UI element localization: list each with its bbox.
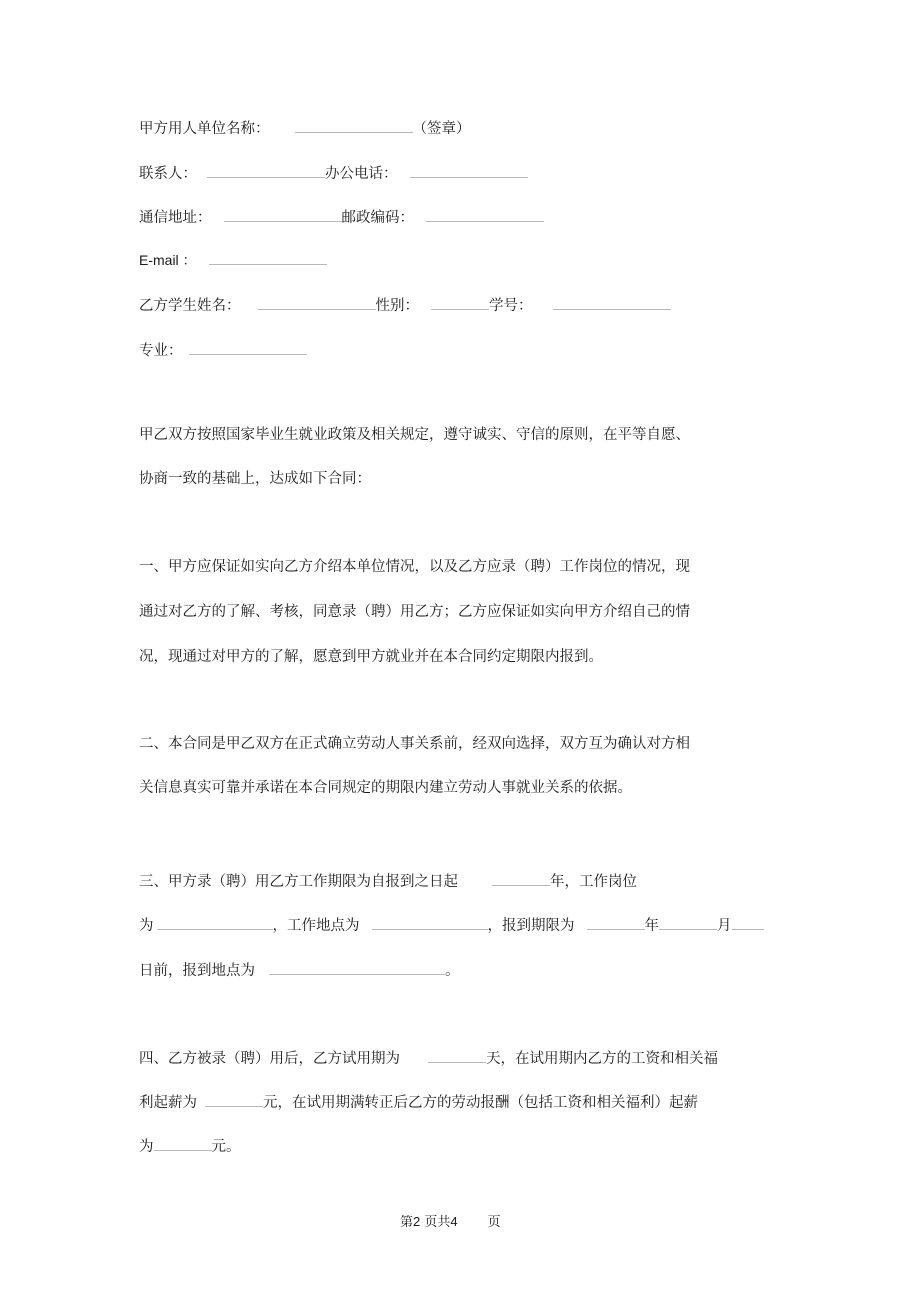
email-field[interactable] <box>209 247 327 265</box>
footer-mid: 页共 <box>424 1215 451 1230</box>
clause3-line-3 <box>139 957 460 981</box>
clause2-line-2: 关信息真实可靠并承诺在本合同规定的期限内建立劳动人事就业关系的依据。 <box>139 780 632 796</box>
office-phone-label: 办公电话： <box>325 166 398 182</box>
deadline-day-field[interactable] <box>732 912 764 930</box>
contact-label: 联系人： <box>139 166 197 182</box>
deadline-year-unit: 年 <box>644 918 659 934</box>
clause3-year-unit: 年，工作岗位 <box>550 874 637 890</box>
footer-suffix: 页 <box>487 1215 501 1230</box>
clause4-line3-suffix: 元。 <box>211 1139 241 1155</box>
clause4-line2-suffix: 元，在试用期满转正后乙方的劳动报酬（包括工资和相关福利）起薪 <box>263 1095 698 1111</box>
clause3-line-1 <box>139 868 637 892</box>
address-label: 通信地址： <box>139 210 212 226</box>
clause4-days-suffix: 天，在试用期内乙方的工资和相关福 <box>486 1051 718 1067</box>
email-label: E-mail ： <box>139 252 197 268</box>
regular-salary-label: 为 <box>139 1139 154 1155</box>
probation-salary-field[interactable] <box>205 1089 263 1107</box>
contact-row <box>139 160 528 184</box>
regular-salary-field[interactable] <box>154 1133 212 1151</box>
deadline-year-field[interactable] <box>587 912 645 930</box>
student-row <box>139 292 671 316</box>
location-label: ，工作地点为 <box>272 918 360 934</box>
probation-days-field[interactable] <box>428 1045 486 1063</box>
clause4-line-2 <box>139 1089 698 1113</box>
current-page-number: 2 <box>413 1214 421 1229</box>
clause3-prefix: 三、甲方录（聘）用乙方工作期限为自报到之日起 <box>139 874 458 890</box>
clause1-line-2: 通过对乙方的了解、考核，同意录（聘）用乙方；乙方应保证如实向甲方介绍自己的情 <box>139 604 690 620</box>
footer-prefix: 第 <box>400 1215 414 1230</box>
gender-field[interactable] <box>431 292 489 310</box>
term-years-field[interactable] <box>492 868 550 886</box>
address-field[interactable] <box>224 204 342 222</box>
clause3-line-2 <box>139 912 764 936</box>
major-label: 专业： <box>139 343 183 359</box>
address-row <box>139 204 544 228</box>
clause4-line-1 <box>139 1045 718 1069</box>
clause1-line-1: 一、甲方应保证如实向乙方介绍本单位情况，以及乙方应录（聘）工作岗位的情况，现 <box>139 559 690 575</box>
position-field[interactable] <box>157 912 273 930</box>
student-name-field[interactable] <box>258 292 376 310</box>
report-location-label: 日前，报到地点为 <box>139 963 255 979</box>
clause2-line-1: 二、本合同是甲乙双方在正式确立劳动人事关系前，经双向选择，双方互为确认对方相 <box>139 736 690 752</box>
intro-line-2: 协商一致的基础上，达成如下合同： <box>139 471 371 487</box>
office-phone-field[interactable] <box>410 160 528 178</box>
student-id-field[interactable] <box>553 292 671 310</box>
org-name-label: 甲方用人单位名称： <box>139 121 270 137</box>
major-row <box>139 337 307 361</box>
postcode-field[interactable] <box>426 204 544 222</box>
deadline-label: ，报到期限为 <box>487 918 575 934</box>
position-prefix: 为 <box>139 918 154 934</box>
total-page-number: 4 <box>450 1214 458 1229</box>
deadline-month-field[interactable] <box>659 912 717 930</box>
page-footer <box>400 1211 501 1230</box>
clause4-prefix: 四、乙方被录（聘）用后，乙方试用期为 <box>139 1051 400 1067</box>
major-field[interactable] <box>189 337 307 355</box>
location-field[interactable] <box>372 912 488 930</box>
student-name-label: 乙方学生姓名： <box>139 298 241 314</box>
clause1-line-3: 况，现通过对甲方的了解，愿意到甲方就业并在本合同约定期限内报到。 <box>139 649 603 665</box>
deadline-month-unit: 月 <box>717 918 732 934</box>
contact-field[interactable] <box>207 160 325 178</box>
clause3-end: 。 <box>445 963 460 979</box>
student-id-label: 学号： <box>489 298 533 314</box>
postcode-label: 邮政编码： <box>341 210 414 226</box>
email-row <box>139 247 327 271</box>
seal-label: （签章） <box>412 121 471 137</box>
intro-line-1: 甲乙双方按照国家毕业生就业政策及相关规定，遵守诚实、守信的原则，在平等自愿、 <box>139 427 690 443</box>
clause4-line-3 <box>139 1133 241 1157</box>
probation-salary-label: 利起薪为 <box>139 1095 197 1111</box>
org-name-field[interactable] <box>295 115 413 133</box>
gender-label: 性别： <box>375 298 419 314</box>
report-location-field[interactable] <box>269 957 445 975</box>
org-name-row <box>139 115 471 139</box>
